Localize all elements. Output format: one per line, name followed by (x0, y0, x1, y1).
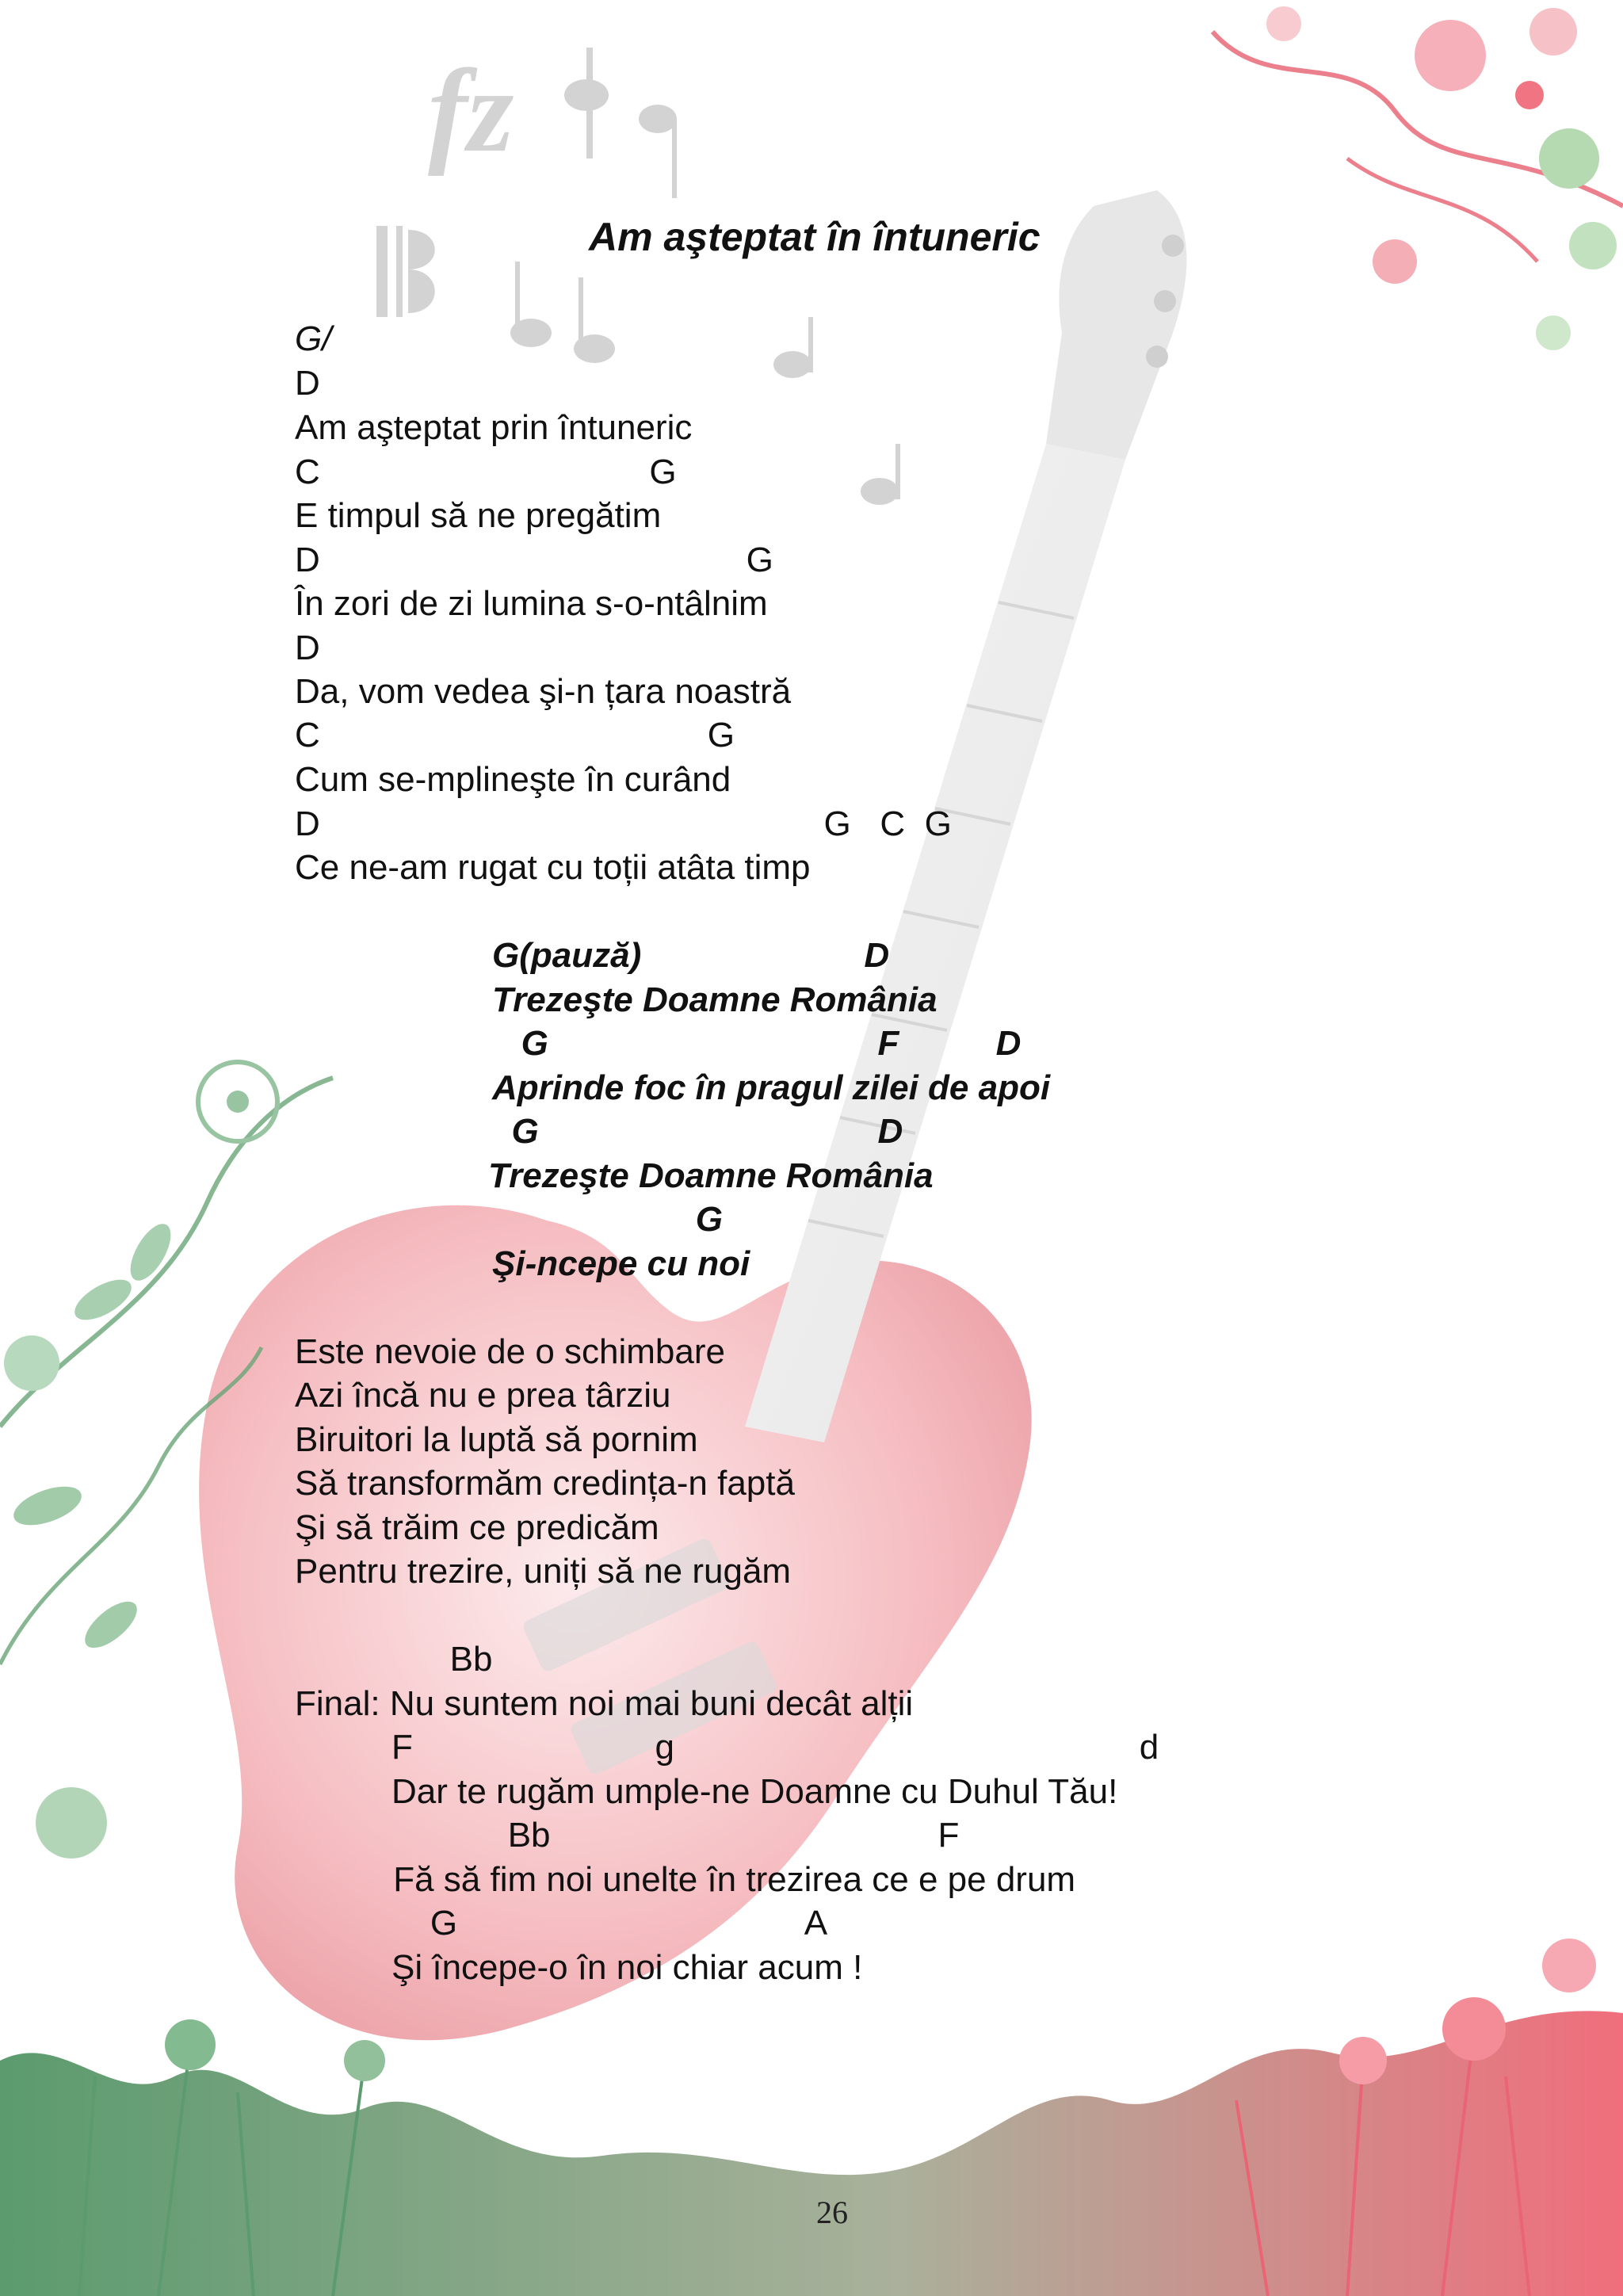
chorus-lyric-line: Trezeşte Doamne România (492, 980, 938, 1019)
chorus-chord-line: G D (492, 1112, 903, 1151)
final-chord-line: G A (391, 1904, 828, 1943)
final-lyric-line: Fă să fim noi unelte în trezirea ce e pe drum (384, 1860, 1076, 1899)
lyric-line: Să transformăm credința-n faptă (295, 1464, 795, 1503)
chord-line: D (295, 364, 320, 403)
chorus-chord-line: G(pauză) D (492, 936, 890, 975)
chord-line: D G C G (295, 804, 952, 843)
lyric-line: Cum se-mplineşte în curând (295, 760, 731, 799)
chord-line: D G (295, 541, 773, 579)
final-chord-line: Bb F (391, 1816, 960, 1855)
chorus-lyric-line: Trezeşte Doamne România (488, 1156, 934, 1195)
intro-chord: G/ (295, 319, 332, 358)
lyric-line: Ce ne-am rugat cu toții atâta timp (295, 848, 811, 887)
chord-line: C G (295, 716, 735, 755)
final-chord-line: F g d (391, 1728, 1159, 1767)
chorus-chord-line: G (492, 1200, 723, 1239)
lyric-line: Pentru trezire, uniți să ne rugăm (295, 1552, 792, 1591)
lyric-line: Biruitori la luptă să pornim (295, 1420, 698, 1459)
lyric-line: E timpul să ne pregătim (295, 496, 662, 535)
lyric-line: Şi să trăim ce predicăm (295, 1508, 659, 1547)
meadow-decoration-bottom (0, 1939, 1623, 2296)
lyric-line: Este nevoie de o schimbare (295, 1332, 725, 1371)
chorus-lyric-line: Aprinde foc în pragul zilei de apoi (492, 1068, 1051, 1107)
forte-symbol: fz (428, 45, 514, 177)
chord-line: D (295, 628, 320, 667)
chord-line: C G (295, 453, 677, 491)
chorus-lyric-line: Şi-ncepe cu noi (492, 1244, 750, 1283)
lyric-line: În zori de zi lumina s-o-ntâlnim (295, 584, 768, 623)
lyric-line: Am aşteptat prin întuneric (295, 408, 693, 447)
final-lyric-line: Final: Nu suntem noi mai buni decât alții (295, 1684, 914, 1723)
flower-decoration-top-right (1212, 6, 1623, 350)
chorus-chord-line: G F D (492, 1024, 1022, 1063)
final-chord-line: Bb (295, 1640, 493, 1679)
page-number: 26 (816, 2195, 848, 2230)
lyric-line: Da, vom vedea şi-n țara noastră (295, 672, 792, 711)
final-lyric-line: Dar te rugăm umple-ne Doamne cu Duhul Tău! (391, 1772, 1118, 1811)
song-title: Am aşteptat în întuneric (589, 215, 1041, 259)
final-lyric-line: Şi începe-o în noi chiar acum ! (391, 1948, 863, 1987)
lyric-line: Azi încă nu e prea târziu (295, 1376, 671, 1415)
